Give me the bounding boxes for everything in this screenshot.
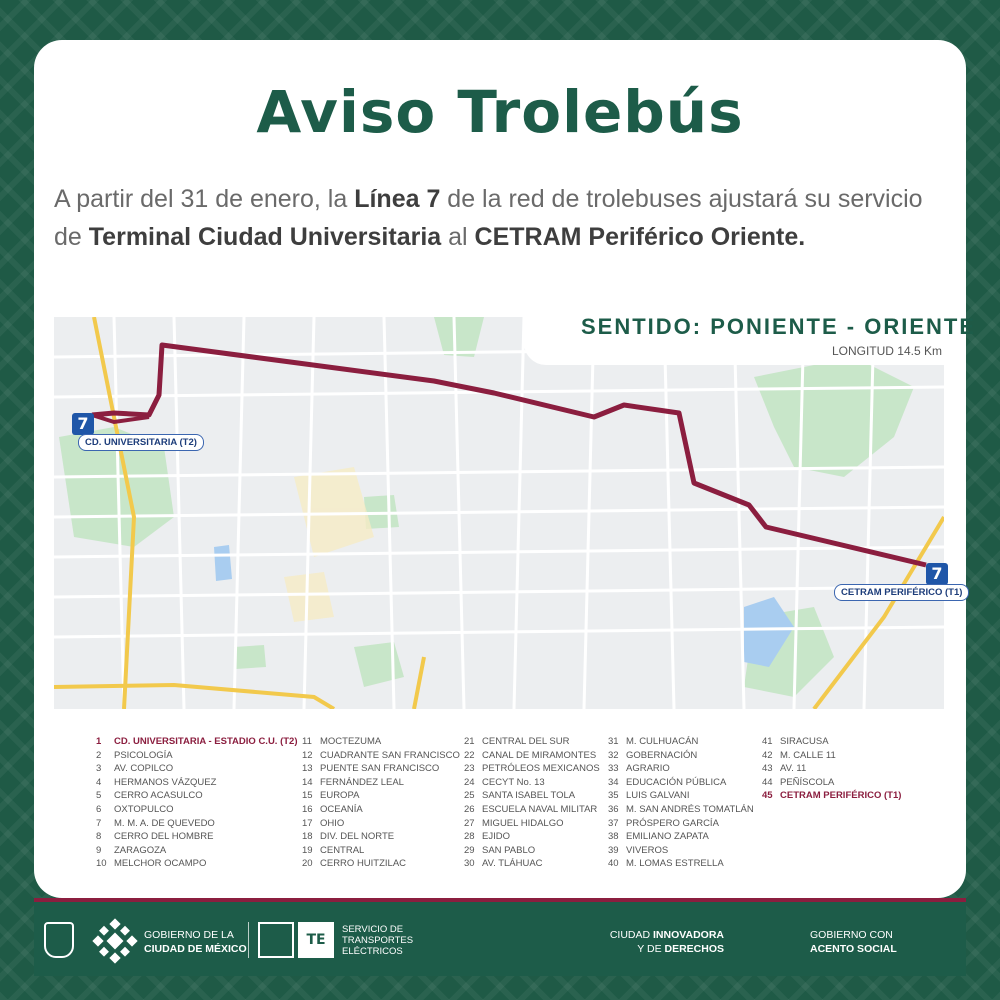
stop-name: OXTOPULCO [114, 803, 174, 815]
stop-name: SAN PABLO [482, 844, 536, 856]
stop-name: CANAL DE MIRAMONTES [482, 749, 597, 761]
stop-number: 1 [96, 736, 102, 747]
stop-number: 30 [464, 858, 475, 870]
stop-item [608, 831, 754, 845]
ciudad-innovadora-text: CIUDAD INNOVADORA Y DE DERECHOS [609, 929, 724, 955]
stop-number: 22 [464, 749, 475, 761]
route-map [54, 317, 944, 709]
stop-name: M. CULHUACÁN [626, 736, 699, 747]
stop-item [96, 804, 298, 818]
stop-number: 31 [608, 736, 619, 747]
direction-label: SENTIDO: PONIENTE - ORIENTE [580, 314, 976, 339]
stop-item [608, 736, 754, 750]
stop-item [464, 858, 600, 872]
stops-column-4 [608, 736, 754, 872]
stop-name: PSICOLOGÍA [114, 749, 173, 761]
stop-item [762, 777, 901, 791]
stop-item [762, 750, 901, 764]
terminal-east-icon: 7 [926, 563, 948, 585]
stop-item [96, 845, 298, 859]
map-zones [284, 467, 374, 622]
stop-number: 21 [464, 736, 475, 747]
stop-name: HERMANOS VÁZQUEZ [114, 776, 217, 788]
stop-number: 44 [762, 776, 773, 788]
stop-item [762, 763, 901, 777]
stop-item [608, 750, 754, 764]
stop-name: AV. TLÁHUAC [482, 858, 543, 870]
terminal-east-label: CETRAM PERIFÉRICO (T1) [834, 584, 969, 601]
stop-name: CERRO ACASULCO [114, 790, 203, 802]
terminal-west-label: CD. UNIVERSITARIA (T2) [78, 434, 204, 451]
stop-name: EJIDO [482, 831, 510, 843]
stop-number: 37 [608, 817, 619, 829]
stop-name: AV. COPILCO [114, 763, 174, 775]
route-length: LONGITUD 14.5 Km [831, 344, 942, 358]
stop-number: 5 [96, 790, 102, 802]
gobierno-cdmx-text: GOBIERNO DE LA CIUDAD DE MÉXICO [144, 929, 247, 955]
stop-item [302, 777, 460, 791]
stop-number: 23 [464, 763, 475, 775]
stop-item [96, 858, 298, 872]
stop-name: VIVEROS [626, 844, 669, 856]
stop-name: M. LOMAS ESTRELLA [626, 858, 724, 870]
stop-item [96, 818, 298, 832]
stop-item [96, 831, 298, 845]
stop-name: CETRAM PERIFÉRICO (T1) [780, 790, 902, 802]
ste-text: SERVICIO DE TRANSPORTES ELÉCTRICOS [342, 924, 414, 957]
stop-number: 45 [762, 790, 773, 802]
stops-column-3 [464, 736, 600, 872]
stop-item [608, 763, 754, 777]
stop-item [608, 858, 754, 872]
stop-number: 2 [96, 749, 102, 761]
cdmx-logo-icon [92, 918, 138, 964]
stop-item [96, 790, 298, 804]
stop-name: CECYT No. 13 [482, 776, 545, 788]
stop-name: CENTRAL [320, 844, 365, 856]
stops-column-2 [302, 736, 460, 872]
cdmx-shield-icon [44, 922, 74, 958]
stops-legend [76, 712, 944, 888]
stop-item [608, 818, 754, 832]
stop-name: PUENTE SAN FRANCISCO [320, 763, 440, 775]
stop-name: ZARAGOZA [114, 844, 167, 856]
stop-name: MIGUEL HIDALGO [482, 817, 564, 829]
stop-number: 7 [96, 817, 102, 829]
stop-item [96, 777, 298, 791]
stop-name: LUIS GALVANI [626, 790, 690, 802]
stop-number: 43 [762, 763, 773, 775]
stop-number: 38 [608, 831, 619, 843]
stop-number: 13 [302, 763, 313, 775]
stop-item [608, 777, 754, 791]
stop-name: DIV. DEL NORTE [320, 831, 395, 843]
stop-name: PRÓSPERO GARCÍA [626, 817, 719, 829]
stop-number: 8 [96, 831, 102, 843]
stop-number: 35 [608, 790, 619, 802]
acento-social-text: GOBIERNO CON ACENTO SOCIAL [810, 929, 897, 955]
page-title: Aviso Trolebús [256, 78, 744, 146]
stop-item [608, 845, 754, 859]
stop-number: 34 [608, 776, 619, 788]
stop-item [302, 804, 460, 818]
stop-name: MELCHOR OCAMPO [114, 858, 207, 870]
stop-number: 20 [302, 858, 313, 870]
stop-item [302, 858, 460, 872]
stop-number: 16 [302, 803, 313, 815]
intro-text: A partir del 31 de enero, la Línea 7 de la red de trolebuses ajustará su servicio de Terminal Ciudad Universitaria al CETRAM Periférico Oriente. [54, 185, 923, 251]
stop-number: 19 [302, 844, 313, 856]
stop-item [464, 845, 600, 859]
stop-number: 17 [302, 817, 313, 829]
stop-name: EDUCACIÓN PÚBLICA [626, 776, 727, 788]
stop-number: 28 [464, 831, 475, 843]
map-water [214, 545, 232, 581]
stop-item [762, 736, 901, 750]
stop-item [302, 750, 460, 764]
stop-number: 32 [608, 749, 619, 761]
stop-item [302, 763, 460, 777]
stop-name: CD. UNIVERSITARIA - ESTADIO C.U. (T2) [114, 736, 298, 747]
stop-number: 6 [96, 803, 102, 815]
stop-item [464, 750, 600, 764]
stop-item [464, 790, 600, 804]
stop-number: 14 [302, 776, 313, 788]
stop-item [762, 790, 901, 804]
stop-number: 39 [608, 844, 619, 856]
ste-pattern-icon [258, 922, 294, 958]
stop-number: 33 [608, 763, 619, 775]
stop-number: 3 [96, 763, 102, 775]
stop-item [608, 790, 754, 804]
stop-name: SIRACUSA [780, 736, 829, 747]
stop-number: 12 [302, 749, 313, 761]
terminal-west-icon: 7 [72, 413, 94, 435]
stop-name: AGRARIO [626, 763, 670, 775]
stop-name: CUADRANTE SAN FRANCISCO [320, 749, 460, 761]
stop-item [464, 736, 600, 750]
stop-item [96, 763, 298, 777]
stop-name: OHIO [320, 817, 345, 829]
stop-item [464, 777, 600, 791]
stop-item [302, 845, 460, 859]
stop-name: M. M. A. DE QUEVEDO [114, 817, 215, 829]
stop-name: M. SAN ANDRÉS TOMATLÁN [626, 803, 754, 815]
stop-name: OCEANÍA [320, 803, 363, 815]
stop-item [302, 818, 460, 832]
stop-number: 40 [608, 858, 619, 870]
stops-column-1 [96, 736, 298, 872]
stop-name: MOCTEZUMA [320, 736, 382, 747]
stop-name: GOBERNACIÓN [626, 749, 698, 761]
stop-number: 36 [608, 803, 619, 815]
stop-name: PETRÓLEOS MEXICANOS [482, 763, 600, 775]
stop-item [96, 736, 298, 750]
stop-number: 18 [302, 831, 313, 843]
stop-name: CERRO HUITZILAC [320, 858, 407, 870]
stop-number: 29 [464, 844, 475, 856]
stop-name: AV. 11 [780, 763, 807, 775]
stop-item [464, 831, 600, 845]
stop-name: EUROPA [320, 790, 360, 802]
stop-number: 42 [762, 749, 773, 761]
stop-item [464, 763, 600, 777]
footer-divider [248, 922, 249, 958]
stop-name: FERNÁNDEZ LEAL [320, 776, 404, 788]
stop-name: M. CALLE 11 [780, 749, 836, 761]
stop-item [302, 790, 460, 804]
stop-item [96, 750, 298, 764]
stops-column-5 [762, 736, 901, 804]
stop-number: 27 [464, 817, 475, 829]
stop-name: SANTA ISABEL TOLA [482, 790, 576, 802]
ste-logo-icon: TE [298, 922, 334, 958]
stop-number: 24 [464, 776, 475, 788]
stop-name: PEÑÍSCOLA [780, 776, 835, 788]
stop-item [464, 818, 600, 832]
stop-number: 15 [302, 790, 313, 802]
map-graphic [54, 317, 944, 709]
stop-number: 10 [96, 858, 107, 870]
stop-name: EMILIANO ZAPATA [626, 831, 709, 843]
stop-number: 11 [302, 736, 312, 747]
stop-name: ESCUELA NAVAL MILITAR [482, 803, 598, 815]
stop-item [302, 736, 460, 750]
stop-item [302, 831, 460, 845]
stop-item [608, 804, 754, 818]
stop-number: 26 [464, 803, 475, 815]
footer [34, 898, 966, 976]
stop-name: CERRO DEL HOMBRE [114, 831, 214, 843]
stop-number: 4 [96, 776, 102, 788]
stop-number: 25 [464, 790, 475, 802]
stop-name: CENTRAL DEL SUR [482, 736, 570, 747]
stop-number: 41 [762, 736, 773, 747]
stop-item [464, 804, 600, 818]
stop-number: 9 [96, 844, 102, 856]
